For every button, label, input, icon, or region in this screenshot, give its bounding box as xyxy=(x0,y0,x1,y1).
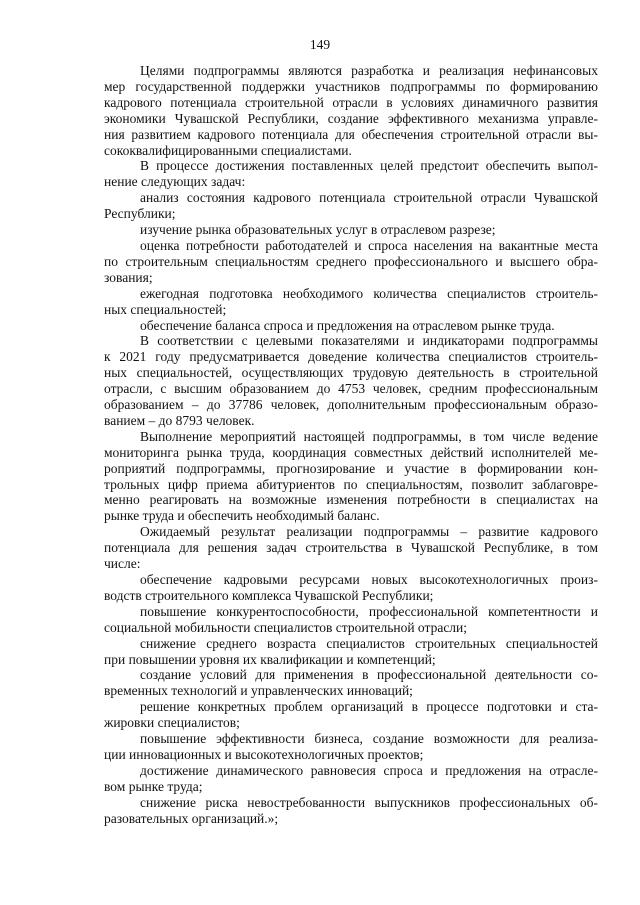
text-line: снижение среднего возраста специалистов строительных специальностей xyxy=(140,635,598,651)
text-line: обеспечение баланса спроса и предложения на отраслевом рынке труда. xyxy=(140,317,555,333)
paragraph xyxy=(104,222,598,238)
paragraph xyxy=(104,238,598,286)
text-line: вом рынке труда; xyxy=(104,778,203,794)
text-line: повышение эффективности бизнеса, создание возможности для реализа- xyxy=(140,731,598,747)
text-line: Ожидаемый результат реализации подпрограммы – развитие кадрового xyxy=(140,524,598,540)
text-line: ванием – до 8793 человек. xyxy=(104,412,255,428)
paragraph xyxy=(104,667,598,699)
paragraph xyxy=(104,318,598,334)
paragraph xyxy=(104,699,598,731)
body-text xyxy=(104,63,598,827)
text-line: нение следующих задач: xyxy=(104,174,246,190)
text-line: решение конкретных проблем организаций в процессе подготовки и ста- xyxy=(140,699,598,715)
paragraph xyxy=(104,190,598,222)
text-line: рынке труда и обеспечить необходимый баланс. xyxy=(104,508,380,524)
text-line: разовательных организаций.»; xyxy=(104,810,279,826)
text-line: при повышении уровня их квалификации и компетенций; xyxy=(104,651,436,667)
text-line: к 2021 году предусматривается доведение количества специалистов строитель- xyxy=(104,349,598,365)
paragraph xyxy=(104,333,598,428)
paragraph xyxy=(104,524,598,572)
text-line: роприятий подпрограммы, прогнозирование и участие в формировании кон- xyxy=(104,460,598,476)
text-line: потенциала для решения задач строительства в Чувашской Республике, в том xyxy=(104,540,598,556)
paragraph xyxy=(104,731,598,763)
text-line: создание условий для применения в профессиональной деятельности со- xyxy=(140,667,598,683)
text-line: зования; xyxy=(104,269,153,285)
text-line: отрасли, с высшим образованием до 4753 человек, средним профессиональным xyxy=(104,381,598,397)
text-line: ежегодная подготовка необходимого количества специалистов строитель- xyxy=(140,285,598,301)
paragraph xyxy=(104,429,598,524)
text-line: экономики Чувашской Республики, создание эффективного механизма управле- xyxy=(104,110,598,126)
text-line: обеспечение кадровыми ресурсами новых высокотехнологичных произ- xyxy=(140,572,598,587)
text-line: Выполнение мероприятий настоящей подпрограммы, в том числе ведение xyxy=(140,428,598,444)
paragraph xyxy=(104,763,598,795)
paragraph xyxy=(104,636,598,668)
text-line: анализ состояния кадрового потенциала строительной отрасли Чувашской xyxy=(140,190,598,206)
text-line: ния развитием кадрового потенциала для обеспечения строительной отрасли вы- xyxy=(104,126,598,142)
text-line: Целями подпрограммы являются разработка и реализация нефинансовых xyxy=(140,63,598,78)
text-line: мониторинга рынка труда, координация совместных действий исполнителей ме- xyxy=(104,444,598,460)
text-line: водств строительного комплекса Чувашской Республики; xyxy=(104,587,434,603)
paragraph xyxy=(104,795,598,827)
paragraph xyxy=(104,158,598,190)
text-line: ных специальностей; xyxy=(104,301,227,317)
paragraph xyxy=(104,286,598,318)
page-number: 149 xyxy=(309,37,331,52)
text-line: кадрового потенциала строительной отрасли в условиях динамичного развития xyxy=(104,94,598,110)
text-line: изучение рынка образовательных услуг в отраслевом разрезе; xyxy=(140,222,496,238)
text-line: снижение риска невостребованности выпускников профессиональных об- xyxy=(140,794,598,810)
text-line: трольных цифр приема абитуриентов по специальностям, позволит заблаговре- xyxy=(104,476,598,492)
text-line: сококвалифицированными специалистами. xyxy=(104,142,352,158)
paragraph xyxy=(104,604,598,636)
text-line: ции инновационных и высокотехнологичных проектов; xyxy=(104,746,424,762)
text-line: оценка потребности работодателей и спроса населения на вакантные места xyxy=(140,237,598,253)
paragraph xyxy=(104,63,598,158)
text-line: жировки специалистов; xyxy=(104,715,240,731)
text-line: мер государственной поддержки участников подпрограммы по формированию xyxy=(104,78,598,94)
paragraph xyxy=(104,572,598,604)
text-line: временных технологий и управленческих инноваций; xyxy=(104,683,413,699)
text-line: достижение динамического равновесия спроса и предложения на отрасле- xyxy=(140,762,598,778)
text-line: В процессе достижения поставленных целей предстоит обеспечить выпол- xyxy=(140,158,598,174)
text-line: по строительным специальностям среднего профессионального и высшего обра- xyxy=(104,253,598,269)
text-line: повышение конкурентоспособности, профессиональной компетентности и xyxy=(140,603,598,619)
text-line: ных специальностей, осуществляющих трудовую деятельность в строительной xyxy=(104,365,598,381)
text-line: Республики; xyxy=(104,206,176,222)
text-line: менно реагировать на возможные изменения потребности в специалистах на xyxy=(104,492,598,508)
text-line: образованием – до 37786 человек, дополнительным профессиональным образо- xyxy=(104,397,598,413)
text-line: социальной мобильности специалистов строительной отрасли; xyxy=(104,619,468,635)
text-line: В соответствии с целевыми показателями и индикаторами подпрограммы xyxy=(140,333,598,349)
text-line: числе: xyxy=(104,556,141,572)
